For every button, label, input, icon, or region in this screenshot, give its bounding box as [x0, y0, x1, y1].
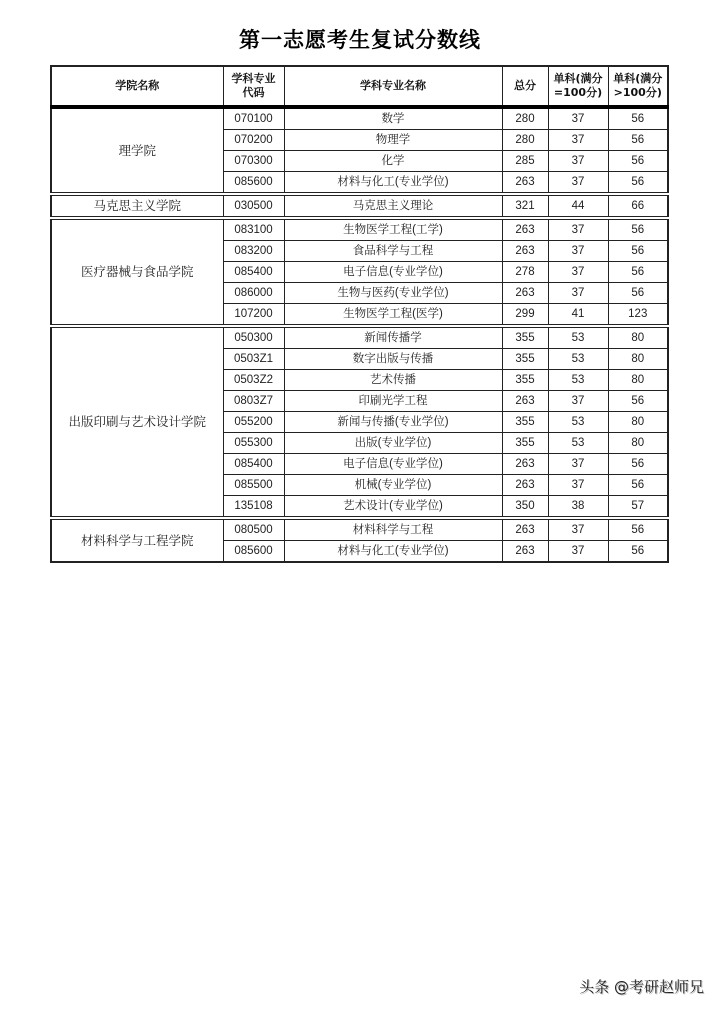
total-score: 355	[502, 326, 548, 349]
major-name: 材料与化工(专业学位)	[284, 541, 502, 563]
single-score-100: 37	[548, 151, 608, 172]
major-code: 0803Z7	[223, 391, 284, 412]
single-score-over100: 80	[608, 412, 668, 433]
major-name: 艺术传播	[284, 370, 502, 391]
single-score-100: 53	[548, 433, 608, 454]
single-score-over100: 56	[608, 475, 668, 496]
single-score-over100: 80	[608, 326, 668, 349]
total-score: 263	[502, 241, 548, 262]
major-code: 085500	[223, 475, 284, 496]
total-score: 263	[502, 541, 548, 563]
single-score-over100: 56	[608, 454, 668, 475]
single-score-over100: 56	[608, 518, 668, 541]
school-name: 材料科学与工程学院	[51, 518, 223, 562]
table-body	[51, 107, 668, 562]
major-name: 生物医学工程(工学)	[284, 218, 502, 241]
total-score: 355	[502, 349, 548, 370]
major-code: 0503Z2	[223, 370, 284, 391]
major-name: 生物医学工程(医学)	[284, 304, 502, 327]
major-code: 086000	[223, 283, 284, 304]
single-score-100: 37	[548, 130, 608, 151]
single-score-over100: 66	[608, 194, 668, 218]
major-name: 新闻传播学	[284, 326, 502, 349]
table-row	[51, 518, 668, 541]
single-score-100: 37	[548, 241, 608, 262]
total-score: 350	[502, 496, 548, 519]
total-score: 321	[502, 194, 548, 218]
single-score-100: 37	[548, 391, 608, 412]
major-name: 数字出版与传播	[284, 349, 502, 370]
single-score-100: 53	[548, 412, 608, 433]
major-code: 085600	[223, 172, 284, 195]
header-total: 总分	[502, 66, 548, 107]
header-single-over100	[608, 66, 668, 107]
total-score: 263	[502, 172, 548, 195]
single-score-100: 37	[548, 262, 608, 283]
major-name: 材料与化工(专业学位)	[284, 172, 502, 195]
total-score: 263	[502, 518, 548, 541]
total-score: 280	[502, 107, 548, 130]
header-code-text: 学科专业代码	[231, 72, 276, 99]
total-score: 263	[502, 218, 548, 241]
major-code: 083200	[223, 241, 284, 262]
major-code: 085400	[223, 454, 284, 475]
major-code: 055300	[223, 433, 284, 454]
major-name: 电子信息(专业学位)	[284, 454, 502, 475]
watermark: 头条 @考研赵师兄	[579, 978, 704, 996]
major-code: 135108	[223, 496, 284, 519]
single-score-100: 37	[548, 172, 608, 195]
total-score: 355	[502, 412, 548, 433]
single-score-over100: 80	[608, 433, 668, 454]
total-score: 263	[502, 283, 548, 304]
single-score-over100: 56	[608, 218, 668, 241]
school-name: 医疗器械与食品学院	[51, 218, 223, 326]
total-score: 355	[502, 433, 548, 454]
school-name: 出版印刷与艺术设计学院	[51, 326, 223, 518]
major-name: 印刷光学工程	[284, 391, 502, 412]
single-score-100: 37	[548, 454, 608, 475]
major-code: 107200	[223, 304, 284, 327]
major-name: 机械(专业学位)	[284, 475, 502, 496]
header-single-100-text: 单科(满分=100分)	[553, 72, 603, 99]
major-code: 085600	[223, 541, 284, 563]
major-code: 055200	[223, 412, 284, 433]
total-score: 263	[502, 454, 548, 475]
single-score-over100: 56	[608, 262, 668, 283]
major-name: 数学	[284, 107, 502, 130]
major-code: 070300	[223, 151, 284, 172]
single-score-over100: 56	[608, 107, 668, 130]
major-code: 080500	[223, 518, 284, 541]
single-score-over100: 56	[608, 391, 668, 412]
single-score-100: 53	[548, 326, 608, 349]
table-row	[51, 107, 668, 130]
single-score-over100: 56	[608, 541, 668, 563]
major-name: 物理学	[284, 130, 502, 151]
header-major: 学科专业名称	[284, 66, 502, 107]
major-code: 050300	[223, 326, 284, 349]
single-score-100: 44	[548, 194, 608, 218]
single-score-100: 53	[548, 370, 608, 391]
single-score-100: 37	[548, 518, 608, 541]
single-score-100: 38	[548, 496, 608, 519]
single-score-100: 37	[548, 107, 608, 130]
single-score-over100: 80	[608, 349, 668, 370]
table-row	[51, 218, 668, 241]
total-score: 263	[502, 391, 548, 412]
table-row	[51, 326, 668, 349]
total-score: 299	[502, 304, 548, 327]
major-name: 艺术设计(专业学位)	[284, 496, 502, 519]
total-score: 285	[502, 151, 548, 172]
total-score: 280	[502, 130, 548, 151]
page-title: 第一志愿考生复试分数线	[239, 28, 481, 52]
header-code	[223, 66, 284, 107]
major-code: 083100	[223, 218, 284, 241]
header-school: 学院名称	[51, 66, 223, 107]
single-score-over100: 80	[608, 370, 668, 391]
total-score: 278	[502, 262, 548, 283]
header-row	[51, 66, 668, 107]
major-code: 085400	[223, 262, 284, 283]
major-name: 马克思主义理论	[284, 194, 502, 218]
header-single-100	[548, 66, 608, 107]
school-name: 马克思主义学院	[51, 194, 223, 218]
major-code: 070100	[223, 107, 284, 130]
single-score-100: 37	[548, 475, 608, 496]
single-score-100: 41	[548, 304, 608, 327]
school-name: 理学院	[51, 107, 223, 194]
major-name: 化学	[284, 151, 502, 172]
major-name: 食品科学与工程	[284, 241, 502, 262]
major-code: 030500	[223, 194, 284, 218]
major-name: 生物与医药(专业学位)	[284, 283, 502, 304]
single-score-100: 37	[548, 218, 608, 241]
single-score-over100: 123	[608, 304, 668, 327]
major-name: 出版(专业学位)	[284, 433, 502, 454]
major-name: 电子信息(专业学位)	[284, 262, 502, 283]
single-score-over100: 56	[608, 172, 668, 195]
single-score-over100: 56	[608, 151, 668, 172]
header-single-over100-text: 单科(满分>100分)	[613, 72, 663, 99]
single-score-over100: 56	[608, 283, 668, 304]
total-score: 355	[502, 370, 548, 391]
single-score-100: 53	[548, 349, 608, 370]
major-name: 材料科学与工程	[284, 518, 502, 541]
score-table	[50, 65, 669, 563]
table-row	[51, 194, 668, 218]
major-name: 新闻与传播(专业学位)	[284, 412, 502, 433]
major-code: 070200	[223, 130, 284, 151]
single-score-over100: 57	[608, 496, 668, 519]
total-score: 263	[502, 475, 548, 496]
single-score-100: 37	[548, 541, 608, 563]
single-score-100: 37	[548, 283, 608, 304]
major-code: 0503Z1	[223, 349, 284, 370]
single-score-over100: 56	[608, 130, 668, 151]
single-score-over100: 56	[608, 241, 668, 262]
